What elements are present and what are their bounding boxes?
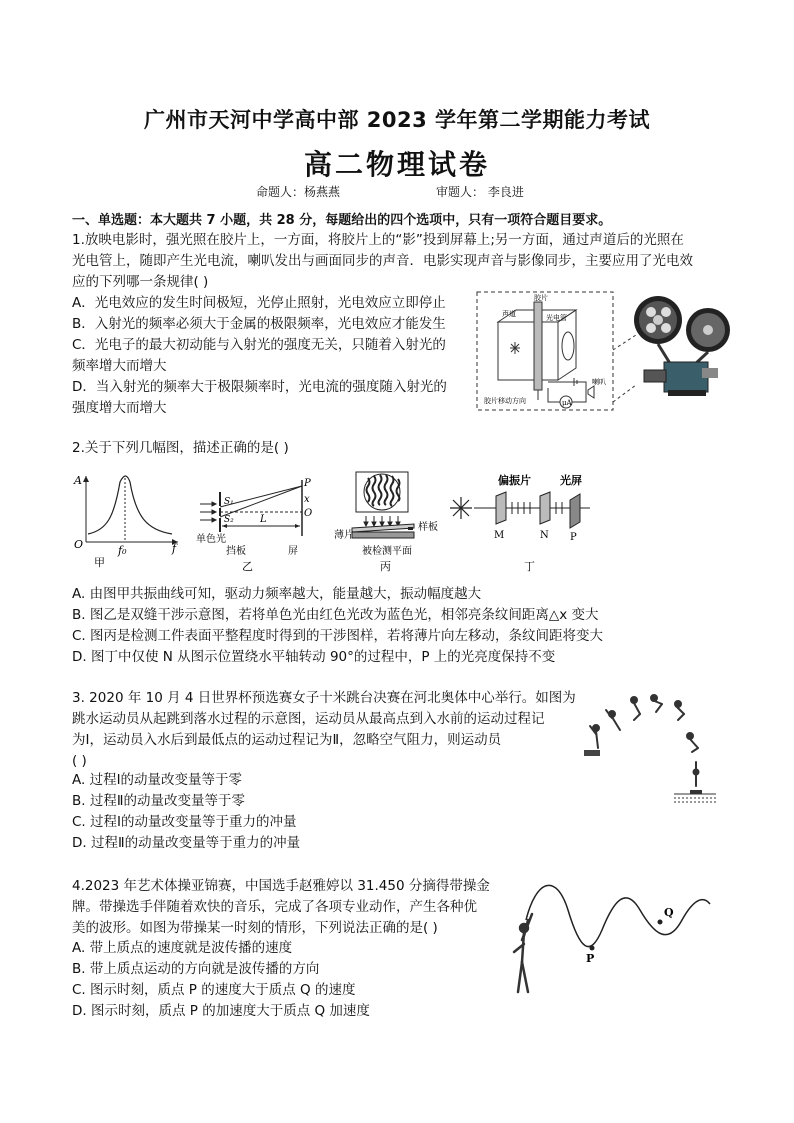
diver-icon xyxy=(590,695,699,786)
ding-polarizer-label: 偏振片 xyxy=(498,474,531,487)
q1-option-d-cont: 强度增大而增大 xyxy=(72,400,167,416)
q2-figure-yi-double-slit xyxy=(196,470,326,574)
question-3-stem xyxy=(72,688,582,772)
q4-ribbon-wave-figure xyxy=(508,880,718,1000)
q3-stem-line: ( ) xyxy=(72,753,87,769)
phototube-label: 光电管 xyxy=(546,314,567,322)
q3-option-d: D. 过程Ⅱ的动量改变量等于重力的冲量 xyxy=(72,835,301,851)
q3-stem-line: 3. 2020 年 10 月 4 日世界杯预选赛女子十米跳台决赛在河北奥体中心举行。如图为 xyxy=(72,690,576,706)
speaker-label: 喇叭 xyxy=(592,378,606,386)
yi-slit-s2: S₂ xyxy=(224,515,234,525)
q1-stem-line: 光电管上，随即产生光电流，喇叭发出与画面同步的声音．电影实现声音与影像同步，主要应用了光电效 xyxy=(72,253,693,269)
projector-icon xyxy=(634,296,730,396)
q2-option-a: A. 由图甲共振曲线可知，驱动力频率越大，能量越大，振动幅度越大 xyxy=(72,586,482,602)
bing-sample-plate: 样板 xyxy=(418,522,438,533)
q3-stem-line: 跳水运动员从起跳到落水过程的示意图，运动员从最高点到入水前的运动过程记 xyxy=(72,711,545,727)
q3-diver-figure xyxy=(582,690,722,814)
yi-mono-light: 单色光 xyxy=(196,534,226,545)
reviewer: 审题人： 李良进 xyxy=(436,185,524,199)
question-1-stem xyxy=(72,230,752,293)
q1-option-d: D．当入射光的频率大于极限频率时，光电流的强度随入射光的 xyxy=(72,379,447,395)
q4-option-d: D. 图示时刻，质点 P 的加速度大于质点 Q 加速度 xyxy=(72,1003,370,1019)
bing-test-plane: 被检测平面 xyxy=(362,546,412,557)
q4-point-q: Q xyxy=(664,906,674,919)
jia-axis-a: A xyxy=(74,474,82,487)
jia-f0: f₀ xyxy=(118,544,127,557)
q1-stem-line: 应的下列哪一条规律( ) xyxy=(72,274,209,290)
q2-option-c: C. 图丙是检测工件表面平整程度时得到的干涉图样，若将薄片向左移动，条纹间距将变大 xyxy=(72,628,604,644)
question-2-stem: 2.关于下列几幅图，描述正确的是( ) xyxy=(72,440,289,456)
q1-projector-figure xyxy=(476,290,738,414)
bing-thin-sheet: 薄片 xyxy=(334,530,354,541)
school-exam-title: 广州市天河中学高中部 2023 学年第二学期能力考试 xyxy=(143,108,651,132)
q2-option-d: D. 图丁中仅使 N 从图示位置绕水平轴转动 90°的过程中，P 上的光亮度保持不变 xyxy=(72,649,556,665)
yi-screen: 屏 xyxy=(288,546,298,557)
film-direction-label: 胶片移动方向 xyxy=(484,397,526,405)
ding-caption: 丁 xyxy=(524,560,535,573)
q4-option-c: C. 图示时刻，质点 P 的速度大于质点 Q 的速度 xyxy=(72,982,356,998)
jia-caption: 甲 xyxy=(94,556,105,569)
q2-option-b: B. 图乙是双缝干涉示意图，若将单色光由红色光改为蓝色光，相邻亮条纹间距离△x 变大 xyxy=(72,607,599,623)
yi-point-o: O xyxy=(304,508,313,519)
yi-slit-s1: S₁ xyxy=(224,497,234,507)
paper-title: 高二物理试卷 xyxy=(303,148,490,181)
q4-option-b: B. 带上质点运动的方向就是波传播的方向 xyxy=(72,961,320,977)
ding-m: M xyxy=(494,530,505,541)
question-2-options xyxy=(72,584,762,668)
q4-point-p: P xyxy=(586,952,595,965)
ammeter-symbol: μA xyxy=(562,399,572,407)
yi-point-p: P xyxy=(304,478,311,489)
q1-option-c-cont: 频率增大而增大 xyxy=(72,358,167,374)
q3-option-b: B. 过程Ⅱ的动量改变量等于零 xyxy=(72,793,245,809)
yi-baffle: 挡板 xyxy=(226,546,246,557)
q2-figure-ding-polarizer xyxy=(440,466,600,578)
track-label: 声道 xyxy=(502,310,516,318)
question-4-options xyxy=(72,938,532,1022)
bing-caption: 丙 xyxy=(380,560,391,573)
ding-n: N xyxy=(540,530,549,541)
question-4-stem xyxy=(72,876,532,939)
ding-screen-label: 光屏 xyxy=(560,474,582,487)
q4-stem-line: 美的波形。如图为带操某一时刻的情形，下列说法正确的是( ) xyxy=(72,920,438,936)
q1-option-a: A．光电效应的发生时间极短，光停止照射，光电效应立即停止 xyxy=(72,295,446,311)
q3-option-a: A. 过程Ⅰ的动量改变量等于零 xyxy=(72,772,243,788)
jia-axis-f: f xyxy=(172,542,177,555)
q3-option-c: C. 过程Ⅰ的动量改变量等于重力的冲量 xyxy=(72,814,297,830)
q1-option-b: B．入射光的频率必须大于金属的极限频率，光电效应才能发生 xyxy=(72,316,446,332)
question-1-options xyxy=(72,293,472,419)
yi-label-x: x xyxy=(304,494,310,505)
jia-origin: O xyxy=(74,538,84,551)
section-heading: 一、单选题：本大题共 7 小题，共 28 分，每题给出的四个选项中，只有一项符合题目要求。 xyxy=(72,213,612,228)
yi-caption: 乙 xyxy=(242,560,253,573)
ding-p: P xyxy=(570,532,577,543)
yi-label-l: L xyxy=(260,514,267,525)
q4-stem-line: 牌。带操选手伴随着欢快的音乐，完成了各项专业动作，产生各种优 xyxy=(72,899,477,915)
q1-option-c: C．光电子的最大初动能与入射光的强度无关，只随着入射光的 xyxy=(72,337,446,353)
q3-stem-line: 为Ⅰ，运动员入水后到最低点的运动过程记为Ⅱ，忽略空气阻力，则运动员 xyxy=(72,732,502,748)
question-3-options xyxy=(72,770,582,854)
q1-stem-line: 1.放映电影时，强光照在胶片上，一方面，将胶片上的“影”投到屏幕上;另一方面，通过声道后的光照在 xyxy=(72,232,684,248)
film-label: 胶片 xyxy=(534,294,548,302)
q2-figure-jia-resonance xyxy=(72,472,184,572)
proposer: 命题人：杨燕燕 xyxy=(256,185,341,199)
q4-stem-line: 4.2023 年艺术体操亚锦赛，中国选手赵雅婷以 31.450 分摘得带操金 xyxy=(72,878,490,894)
gymnast-icon xyxy=(514,914,532,992)
q4-option-a: A. 带上质点的速度就是波传播的速度 xyxy=(72,940,293,956)
